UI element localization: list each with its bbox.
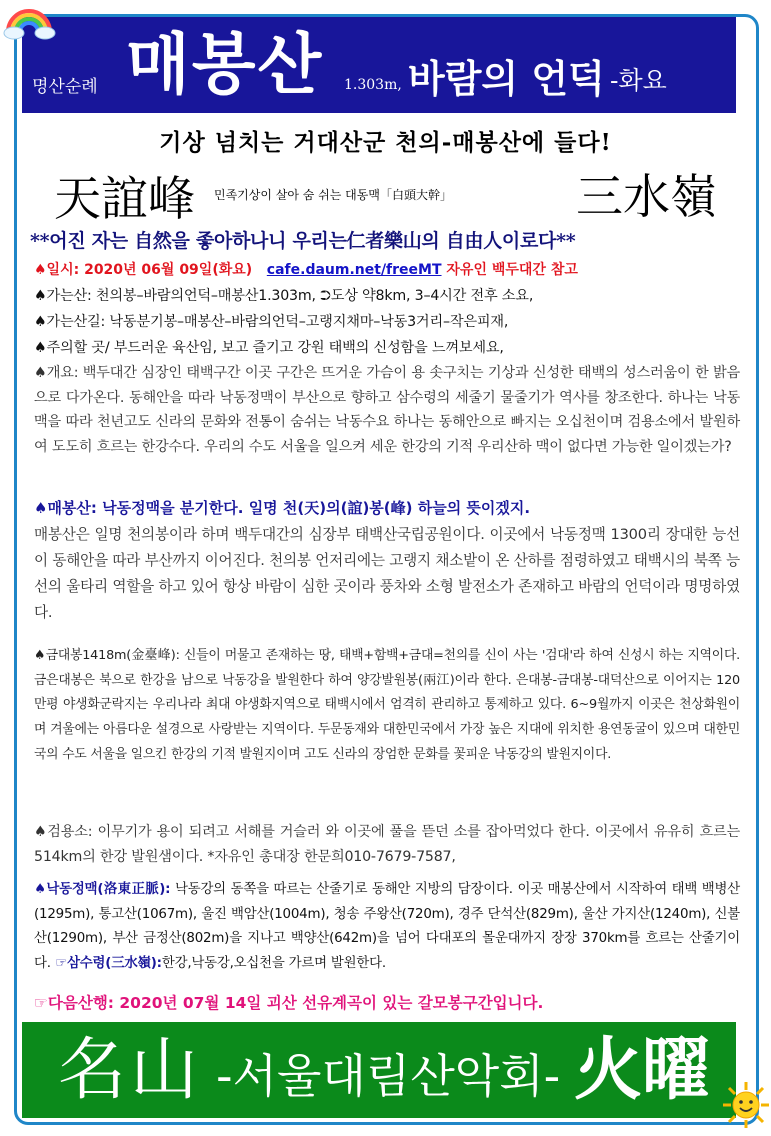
date-line — [34, 259, 578, 279]
banner-mountain: 매봉산 — [126, 25, 324, 103]
banner-club-name: -서울대림산악회- — [216, 1049, 561, 1103]
banner-day: -화요 — [610, 66, 667, 95]
hanja-samsuryeong: 三水嶺 — [576, 170, 717, 225]
route-line: ♠가는산: 천의봉–바람의언덕–매봉산1.303m, ⮊도상 약8km, 3–4시간 전후 소요, — [34, 288, 534, 304]
maebongsan-heading: ♠매봉산: 낙동정맥을 분기한다. 일명 천(天)의(誼)봉(峰) 하늘의 뜻이겠지. — [34, 499, 531, 517]
smiling-sun-icon — [721, 1080, 771, 1130]
trail-line: ♠가는산길: 낙동분기봉–매봉산–바람의언덕–고랭지채마–낙동3거리–작은피재, — [34, 314, 509, 330]
cafe-link[interactable]: cafe.daum.net/freeMT — [266, 262, 442, 278]
banner-subtitle: 바람의 언덕 — [408, 56, 605, 101]
geumdaebong-paragraph: ♠금대봉1418m(金臺峰): 신들이 머물고 존재하는 땅, 태백+함백+금대=천의를 신이 사는 '검대'라 하여 신성시 하는 지역이다. 금은대봉은 북으로 한강을 남으로 낙동강을 발원한다 하여 양강발원봉(兩江)이라 한다. 은대봉-금대봉-대덕산으로 이어지는 120만평 야생화군락지는 우리나라 최대 야생화지역으로 태백시에서 엄격히 관리하고 통제하고 있다. 6~9월까지 이곳은 천상화원이며 겨울에는 아름다운 설경으로 사랑받는 지역이다. 두문동재와 대한민국에서 가장 높은 지대에 위치한 용연동굴이 있으며 대한민국의 수도 서울을 일으킨 한강의 기적 발원지이며 고도 신라의 장엄한 문화를 꽃피운 낙동강의 발원지이다. — [34, 648, 740, 762]
caution-line: ♠주의할 곳/ 부드러운 육산임, 보고 즐기고 강원 태백의 신성함을 느껴보세요, — [34, 340, 504, 356]
overview-paragraph: ♠개요: 백두대간 심장인 태백구간 이곳 구간은 뜨거운 가슴이 용 솟구치는 기상과 신성한 태백의 성스러움이 한 밝음으로 다가온다. 동해안을 따라 낙동정맥이 부산으로 향하고 삼수령의 세줄기 물줄기가 역사를 창조한다. 하나는 낙동맥을 따라 천년고도 신라의 문화와 전통이 숨쉬는 낙동수요 하나는 동해안으로 빠지는 오십천이며 검용소에서 발원하여 도도히 흐르는 한강수다. 우리의 수도 서울을 일으켜 세운 한강의 기적 우리산하 맥이 없다면 가능한 일이겠는가? — [34, 365, 740, 455]
nakdong-text: 낙동강의 동쪽을 따르는 산줄기로 동해안 지방의 담장이다. 이곳 매봉산에서 시작하여 태백 백병산(1295m), 통고산(1067m), 울진 백암산(1004m), 청송 주왕산(720m), 경주 단석산(829m), 울산 가지산(1240m), 신불산(1290m), 부산 금정산(802m)을 지나고 백양산(642m)을 넘어 다대포의 몰운대까지 장장 370km를 흐르는 산줄기이다. — [34, 882, 740, 971]
samsuryeong-text: 한강,낙동강,오십천을 가르며 발원한다. — [161, 955, 386, 971]
rainbow-cloud-icon — [2, 2, 56, 42]
headline: 기상 넘치는 거대산군 천의-매봉산에 들다! — [159, 129, 612, 156]
maebongsan-paragraph: 매봉산은 일명 천의봉이라 하며 백두대간의 심장부 태백산국립공원이다. 이곳에서 낙동정맥 1300리 장대한 능선이 동해안을 따라 부산까지 이어진다. 천의봉 언저리에는 고랭지 채소밭이 온 산하를 점령하였고 태백시의 북쪽 능선의 울타리 역할을 하고 있어 항상 바람이 심한 곳이라 풍차와 소형 발전소가 존재하고 바람의 언덕이라 명명하였다. — [34, 526, 740, 621]
hanja-cheonuibong: 天誼峰 — [54, 172, 195, 227]
motto: **어진 자는 自然을 좋아하나니 우리는仁者樂山의 自由人이로다** — [30, 230, 576, 252]
banner-elevation: 1.303m, — [344, 77, 402, 93]
nakdong-heading: ♠낙동정맥(洛東正脈): — [34, 882, 171, 897]
banner-tuesday: 火曜 — [574, 1030, 711, 1110]
geomyongso-paragraph: ♠검용소: 이무기가 용이 되려고 서해를 거슬러 와 이곳에 풀을 뜯던 소를 잡아먹었다 한다. 이곳에서 유유히 흐르는 514km의 한강 발원샘이다. *자유인 총대장 한문희010-7679-7587, — [34, 824, 740, 865]
club-banner — [22, 1022, 736, 1118]
nakdong-paragraph — [34, 878, 740, 976]
title-banner — [22, 17, 736, 113]
reference-text: 자유인 백두대간 참고 — [446, 262, 578, 278]
date-label: ♠일시: 2020년 06월 09일(화요) — [34, 262, 253, 278]
next-trip: ☞다음산행: 2020년 07월 14일 괴산 선유계곡이 있는 갈모봉구간입니다. — [34, 994, 544, 1012]
banner-myeongsan: 名山 — [58, 1031, 203, 1110]
banner-prefix: 명산순례 — [32, 77, 98, 97]
samsuryeong-heading: ☞삼수령(三水嶺): — [50, 955, 162, 971]
hanja-caption: 민족기상이 살아 숨 쉬는 대동맥「白頭大幹」 — [214, 188, 452, 202]
